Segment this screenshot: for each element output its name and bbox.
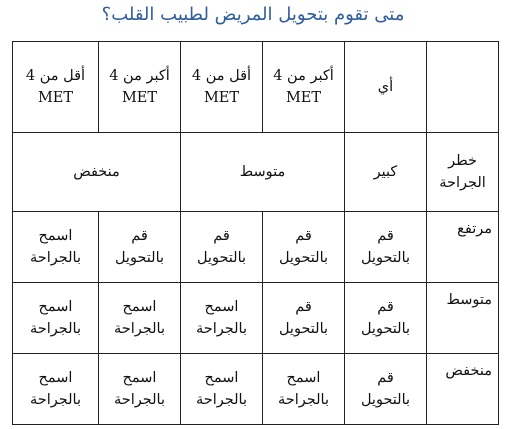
table-cell [99,354,181,425]
table-cell [13,212,99,283]
cell-text: اسمح [204,299,239,315]
table-row [13,354,499,425]
cell-text: اسمح [286,370,321,386]
row-label: منخفض [427,354,499,425]
cell-text: قم [295,299,312,315]
page-title: متى تقوم بتحويل المريض لطبيب القلب؟ [101,4,405,25]
table-row [13,283,499,354]
cell-text: قم [377,228,394,244]
header-cell-text: أقل من 4 [191,68,252,84]
row-label-text: خطر [448,153,477,169]
header-cell-text: MET [285,90,322,106]
table-cell [345,212,427,283]
cell-text: بالتحويل [360,250,411,266]
header-cell-text: أكبر من 4 [273,68,334,84]
table-cell [181,212,263,283]
header-cell [99,42,181,133]
cell-text: اسمح [38,299,73,315]
cell-text: بالجراحة [196,392,247,408]
header-cell [181,42,263,133]
row-label: متوسط [427,283,499,354]
cell-text: اسمح [38,228,73,244]
cell-text: اسمح [122,370,157,386]
cell-text: بالتحويل [278,250,329,266]
cell-text: بالجراحة [30,392,81,408]
row-label-text: الجراحة [439,175,486,191]
cell-text: قم [213,228,230,244]
cell-text: بالتحويل [114,250,165,266]
cell-text: قم [131,228,148,244]
table-header-row [13,42,499,133]
header-cell [345,42,427,133]
cell-text: بالتحويل [278,321,329,337]
cell-text: بالجراحة [278,392,329,408]
table-cell [263,212,345,283]
table-cell [263,354,345,425]
header-cell [263,42,345,133]
table-cell [13,354,99,425]
cell-text: قم [377,370,394,386]
cell-text: اسمح [122,299,157,315]
row-label: مرتفع [427,212,499,283]
cell-text: بالجراحة [196,321,247,337]
surgical-risk-label [427,133,499,212]
risk-major-cell: كبير [345,133,427,212]
cell-text: بالتحويل [360,321,411,337]
header-corner-cell [427,42,499,133]
header-cell [13,42,99,133]
header-cell-text: أقل من 4 [25,68,86,84]
cell-text: بالجراحة [114,392,165,408]
risk-low-cell: منخفض [13,133,181,212]
cell-text: بالتحويل [196,250,247,266]
table-cell [345,354,427,425]
cell-text: قم [377,299,394,315]
header-cell-text: أكبر من 4 [109,68,170,84]
cell-text: قم [295,228,312,244]
header-cell-text: أي [377,79,394,95]
table-cell [345,283,427,354]
header-cell-text: MET [121,90,158,106]
header-cell-text: MET [37,90,74,106]
table-cell [181,354,263,425]
table-cell [181,283,263,354]
risk-intermediate-cell: متوسط [181,133,345,212]
table-cell [99,212,181,283]
cell-text: بالتحويل [360,392,411,408]
cell-text: بالجراحة [30,250,81,266]
table-cell [99,283,181,354]
surgical-risk-row [13,133,499,212]
table-row [13,212,499,283]
referral-table [12,41,499,425]
header-cell-text: MET [203,90,240,106]
table-cell [13,283,99,354]
cell-text: اسمح [204,370,239,386]
cell-text: اسمح [38,370,73,386]
cell-text: بالجراحة [114,321,165,337]
cell-text: بالجراحة [30,321,81,337]
table-cell [263,283,345,354]
